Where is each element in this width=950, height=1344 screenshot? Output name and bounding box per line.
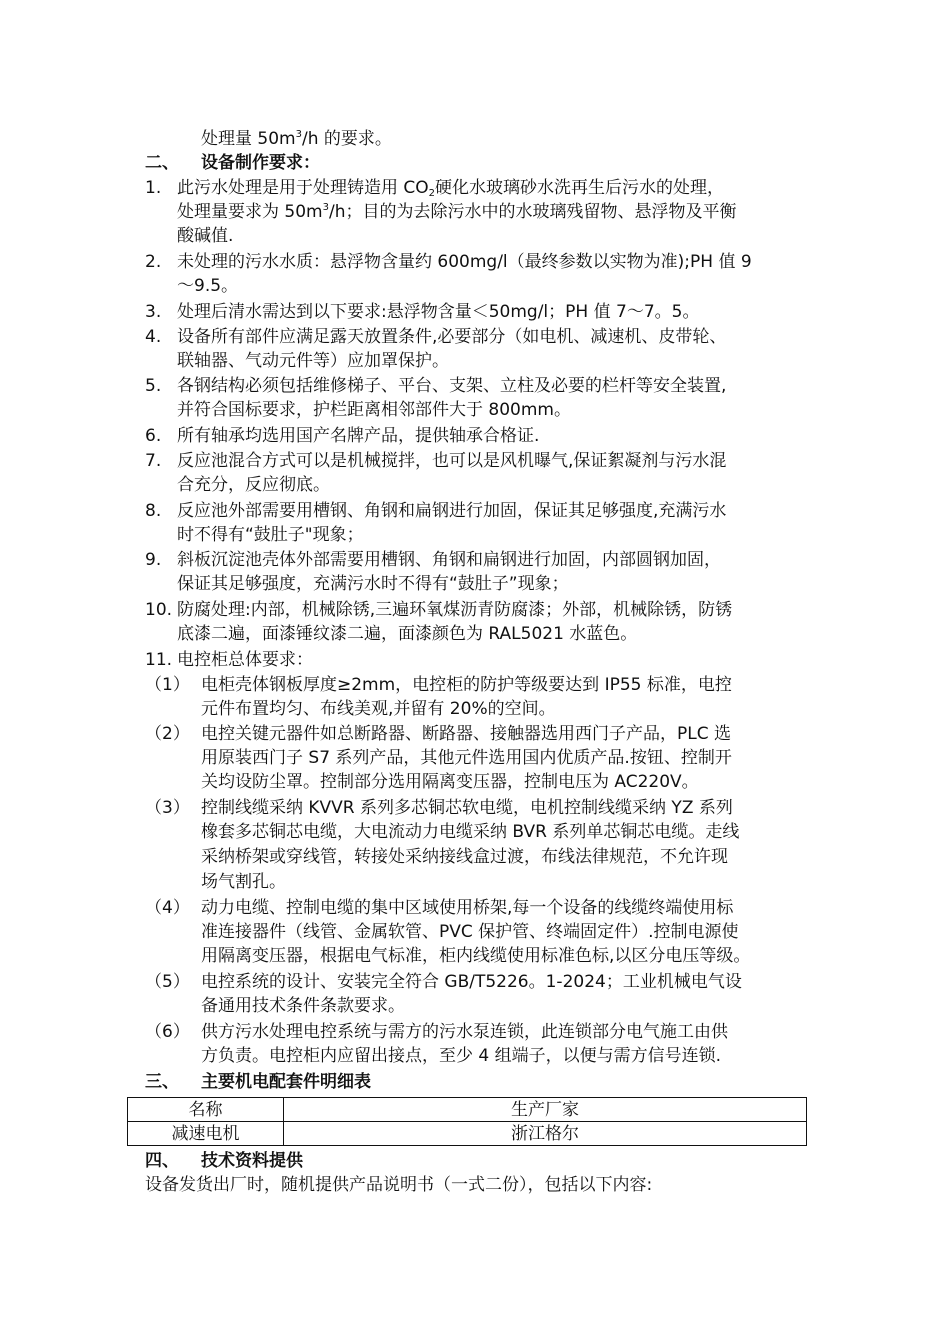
item-line: 未处理的污水水质：悬浮物含量约 600mg/l（最终参数以实物为准);PH 值 9 [177,252,752,272]
item-line: 防腐处理:内部，机械除锈,三遍环氧煤沥青防腐漆；外部，机械除锈，防锈 [177,600,733,620]
table-cell: 浙江格尔 [284,1122,807,1146]
closing-paragraph: 设备发货出厂时，随机提供产品说明书（一式二份），包括以下内容: [145,1175,653,1195]
sub-item-number: （5） [145,972,190,992]
item-number: 1. [145,178,162,198]
sub-item-line: 准连接器件（线管、金属软管、PVC 保护管、终端固定件）.控制电源使 [201,922,739,942]
item-line: 各钢结构必须包括维修梯子、平台、支架、立柱及必要的栏杆等安全装置, [177,376,727,396]
sub-item-line: 备通用技术条件条款要求。 [201,996,405,1016]
section-2-number: 二、 [145,153,179,173]
sub-item-line: 用原装西门子 S7 系列产品，其他元件选用国内优质产品.按钮、控制开 [201,748,732,768]
item-line [177,176,724,200]
item-number: 10. [145,600,173,620]
item-line [177,200,737,224]
item-number: 11. [145,650,173,670]
item-line: 处理后清水需达到以下要求:悬浮物含量＜50mg/l；PH 值 7～7。5。 [177,302,700,322]
table-header-cell: 名称 [128,1098,284,1122]
item-number: 3. [145,302,162,322]
table-header-cell: 生产厂家 [284,1098,807,1122]
section-3-number: 三、 [145,1072,179,1092]
section-4-number: 四、 [145,1151,179,1171]
section-4-title: 技术资料提供 [201,1151,303,1171]
sub-item-line: 橡套多芯铜芯电缆，大电流动力电缆采纳 BVR 系列单芯铜芯电缆。走线 [201,822,740,842]
item-line: 时不得有“鼓肚子"现象； [177,525,364,545]
table-cell: 减速电机 [128,1122,284,1146]
table-header-row [128,1098,807,1122]
item-line: ～9.5。 [177,276,239,296]
sub-item-line: 电控系统的设计、安装完全符合 GB/T5226。1-2024；工业机械电气设 [201,972,742,992]
item-line: 底漆二遍，面漆锤纹漆二遍，面漆颜色为 RAL5021 水蓝色。 [177,624,638,644]
section-3-title: 主要机电配套件明细表 [201,1072,371,1092]
parts-table [127,1097,807,1146]
sub-item-number: （4） [145,898,190,918]
intro-tail-text: 处理量 50m [201,129,296,149]
item-line: 反应池外部需要用槽钢、角钢和扁钢进行加固，保证其足够强度,充满污水 [177,501,727,521]
item-text: 硬化水玻璃砂水洗再生后污水的处理， [435,178,725,198]
item-number: 5. [145,376,162,396]
superscript: 3 [322,202,329,213]
intro-tail-suffix: /h 的要求。 [301,129,392,149]
item-line: 斜板沉淀池壳体外部需要用槽钢、角钢和扁钢进行加固，内部圆钢加固， [177,550,721,570]
sub-item-number: （6） [145,1022,190,1042]
item-text: 此污水处理是用于处理铸造用 CO [177,178,429,198]
sub-item-number: （1） [145,675,190,695]
item-number: 9. [145,550,162,570]
sub-item-line: 场气割孔。 [201,872,286,892]
item-line: 反应池混合方式可以是机械搅拌，也可以是风机曝气,保证絮凝剂与污水混 [177,451,727,471]
item-number: 6. [145,426,162,446]
item-text: /h；目的为去除污水中的水玻璃残留物、悬浮物及平衡 [328,202,737,222]
item-number: 8. [145,501,162,521]
item-line: 合充分，反应彻底。 [177,475,330,495]
sub-item-line: 方负责。电控柜内应留出接点，至少 4 组端子，以便与需方信号连锁. [201,1046,722,1066]
sub-item-line: 用隔离变压器，根据电气标准，柜内线缆使用标准色标,以区分电压等级。 [201,946,751,966]
item-line: 电控柜总体要求： [177,650,313,670]
item-line: 并符合国标要求，护栏距离相邻部件大于 800mm。 [177,400,571,420]
item-number: 2. [145,252,162,272]
item-line: 保证其足够强度，充满污水时不得有“鼓肚子”现象； [177,574,569,594]
sub-item-line: 元件布置均匀、布线美观,并留有 20%的空间。 [201,699,556,719]
section-2-title: 设备制作要求： [201,153,320,173]
sub-item-line: 电柜壳体钢板厚度≥2mm，电控柜的防护等级要达到 IP55 标准，电控 [201,675,732,695]
table-row [128,1122,807,1146]
sub-item-line: 供方污水处理电控系统与需方的污水泵连锁，此连锁部分电气施工由供 [201,1022,728,1042]
item-text: 处理量要求为 50m [177,202,323,222]
item-line: 酸碱值. [177,226,234,246]
sub-item-line: 电控关键元器件如总断路器、断路器、接触器选用西门子产品，PLC 选 [201,724,731,744]
sub-item-number: （3） [145,798,190,818]
sub-item-line: 控制线缆采纳 KVVR 系列多芯铜芯软电缆，电机控制线缆采纳 YZ 系列 [201,798,733,818]
subscript: 2 [428,188,436,199]
intro-tail [201,127,392,151]
item-number: 7. [145,451,162,471]
sub-item-line: 采纳桥架或穿线管，转接处采纳接线盒过渡，布线法律规范，不允许现 [201,847,728,867]
item-line: 设备所有部件应满足露天放置条件,必要部分（如电机、减速机、皮带轮、 [177,327,727,347]
sub-item-line: 动力电缆、控制电缆的集中区域使用桥架,每一个设备的线缆终端使用标 [201,898,734,918]
item-number: 4. [145,327,162,347]
sub-item-number: （2） [145,724,190,744]
item-line: 所有轴承均选用国产名牌产品，提供轴承合格证. [177,426,540,446]
superscript: 3 [295,129,302,140]
sub-item-line: 关均设防尘罩。控制部分选用隔离变压器，控制电压为 AC220V。 [201,772,699,792]
item-line: 联轴器、气动元件等）应加罩保护。 [177,351,449,371]
